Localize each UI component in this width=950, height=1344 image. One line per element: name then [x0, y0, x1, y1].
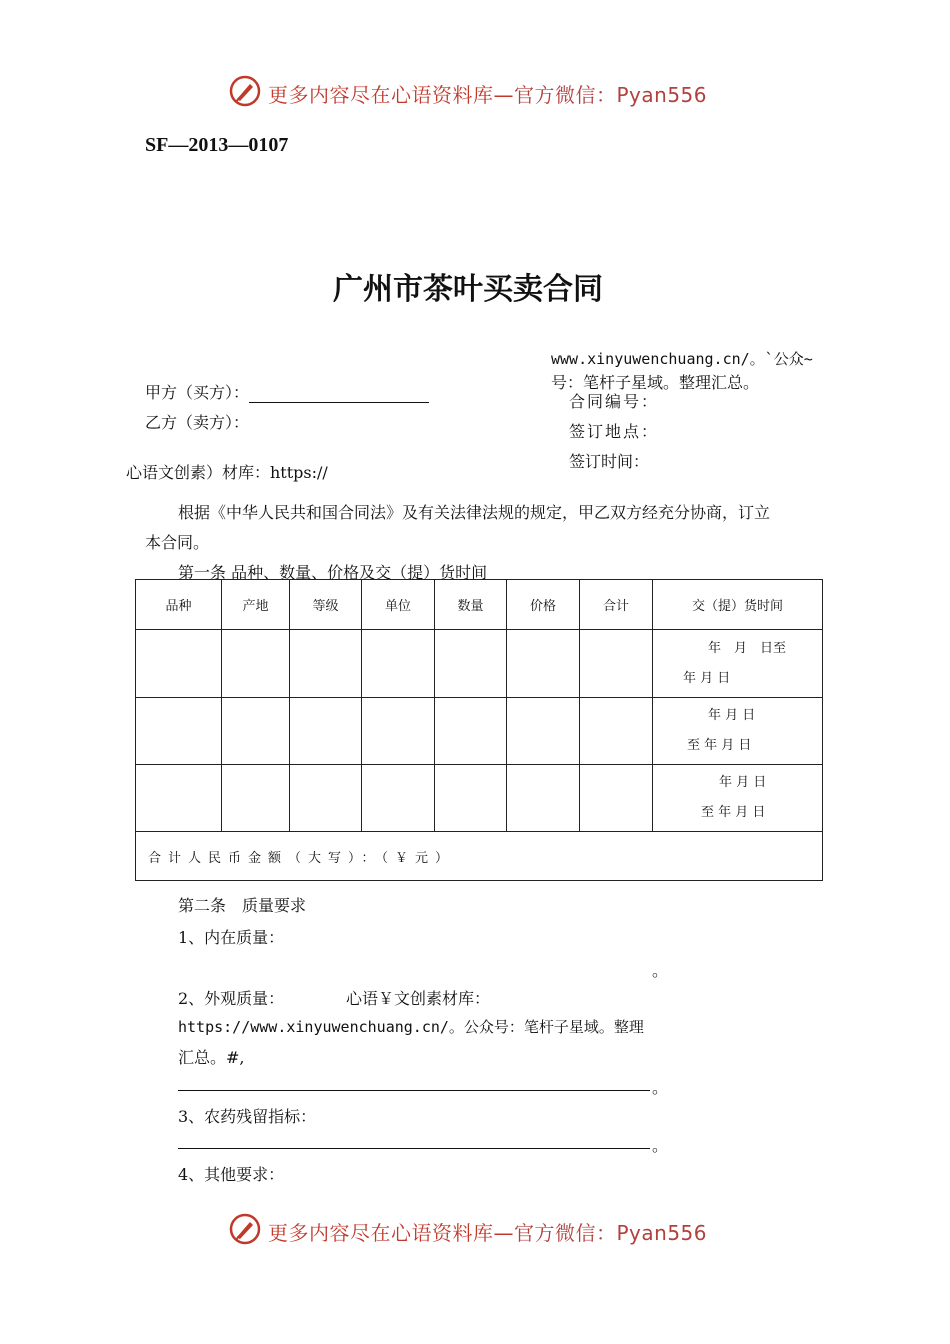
col-header: 等级: [290, 580, 362, 630]
pesticide-label: 3、农药残留指标：: [178, 1107, 317, 1126]
header-right-line1: www.xinyuwenchuang.cn/。`公众~: [551, 350, 813, 368]
table-cell[interactable]: [580, 765, 653, 832]
table-cell[interactable]: [290, 765, 362, 832]
article2-heading: 第二条 质量要求: [178, 896, 307, 915]
intro-line2: 本合同。: [145, 533, 210, 552]
table-row: [136, 765, 823, 832]
table-cell[interactable]: [435, 630, 507, 698]
contract-number-label: 合同编号：: [569, 392, 660, 411]
banner-text: 更多内容尽在心语资料库—: [268, 83, 514, 107]
delivery-time-line2: 至 年 月 日: [701, 805, 766, 820]
table-cell[interactable]: [362, 765, 435, 832]
delivery-time-line2: 年 月 日: [683, 670, 731, 686]
table-cell[interactable]: [507, 630, 580, 698]
total-row: [136, 832, 823, 881]
table-cell[interactable]: [222, 698, 290, 765]
table-cell[interactable]: [136, 630, 222, 698]
article1-heading: 第一条 品种、数量、价格及交（提）货时间: [178, 563, 488, 582]
source-text: 心语文创素）材库：https://: [126, 463, 328, 482]
table-cell[interactable]: [290, 630, 362, 698]
buyer-blank[interactable]: [249, 386, 429, 403]
buyer-row: [145, 380, 429, 403]
appearance-quality-line2: https://www.xinyuwenchuang.cn/。公众号：笔杆子星域。整理: [178, 1018, 644, 1036]
intro-line1: 根据《中华人民共和国合同法》及有关法律法规的规定，甲乙双方经充分协商，订立: [178, 503, 771, 522]
delivery-time-cell[interactable]: [653, 698, 823, 765]
delivery-time-line1: 年 月 日: [719, 775, 767, 790]
total-amount-label[interactable]: 合计人民币金额（大写）：（￥元）: [136, 832, 823, 881]
delivery-time-cell[interactable]: [653, 765, 823, 832]
col-header: 价格: [507, 580, 580, 630]
footer-banner-text: 更多内容尽在心语资料库—: [268, 1221, 514, 1245]
table-cell[interactable]: [362, 630, 435, 698]
col-header: 合计: [580, 580, 653, 630]
col-header: 交（提）货时间: [653, 580, 823, 630]
document-code: SF—2013—0107: [145, 134, 289, 156]
appearance-quality-note: 心语￥文创素材库：: [346, 989, 491, 1008]
delivery-time-cell[interactable]: [653, 630, 823, 698]
pesticide-end: 。: [652, 1136, 669, 1155]
other-requirements-label: 4、其他要求：: [178, 1165, 285, 1184]
table-cell[interactable]: [507, 698, 580, 765]
appearance-quality-end: 。: [652, 1078, 669, 1097]
pesticide-blank[interactable]: [178, 1148, 650, 1149]
table-cell[interactable]: [136, 698, 222, 765]
col-header: 单位: [362, 580, 435, 630]
pen-logo-icon: [228, 74, 262, 108]
table-cell[interactable]: [136, 765, 222, 832]
header-right-line2: 号：笔杆子星域。整理汇总。: [551, 373, 760, 392]
goods-table: [135, 579, 823, 881]
appearance-quality-label: 2、外观质量：: [178, 989, 285, 1008]
table-cell[interactable]: [507, 765, 580, 832]
table-cell[interactable]: [580, 698, 653, 765]
col-header: 产地: [222, 580, 290, 630]
pen-logo-icon: [228, 1212, 262, 1246]
table-cell[interactable]: [580, 630, 653, 698]
internal-quality-end: 。: [652, 961, 669, 980]
appearance-quality-line3: 汇总。#,: [178, 1048, 245, 1067]
table-cell[interactable]: [435, 765, 507, 832]
appearance-quality-blank[interactable]: [178, 1090, 650, 1091]
table-cell[interactable]: [222, 765, 290, 832]
delivery-time-line1: 年 月 日至: [708, 640, 787, 656]
internal-quality-label: 1、内在质量：: [178, 928, 285, 947]
table-cell[interactable]: [290, 698, 362, 765]
table-header-row: [136, 580, 823, 630]
table-cell[interactable]: [435, 698, 507, 765]
banner-wechat: 官方微信：Pyan556: [514, 83, 708, 107]
table-row: [136, 698, 823, 765]
footer-banner-wechat: 官方微信：Pyan556: [514, 1221, 708, 1245]
table-cell[interactable]: [362, 698, 435, 765]
col-header: 数量: [435, 580, 507, 630]
table-row: [136, 630, 823, 698]
seller-label: 乙方（卖方）：: [145, 413, 250, 432]
delivery-time-line1: 年 月 日: [708, 708, 756, 723]
col-header: 品种: [136, 580, 222, 630]
sign-place-label: 签订地点：: [569, 422, 660, 441]
buyer-label: 甲方（买方）：: [145, 383, 250, 402]
table-cell[interactable]: [222, 630, 290, 698]
delivery-time-line2: 至 年 月 日: [687, 738, 752, 753]
page-title: 广州市茶叶买卖合同: [333, 272, 603, 307]
sign-time-label: 签订时间：: [569, 452, 650, 471]
